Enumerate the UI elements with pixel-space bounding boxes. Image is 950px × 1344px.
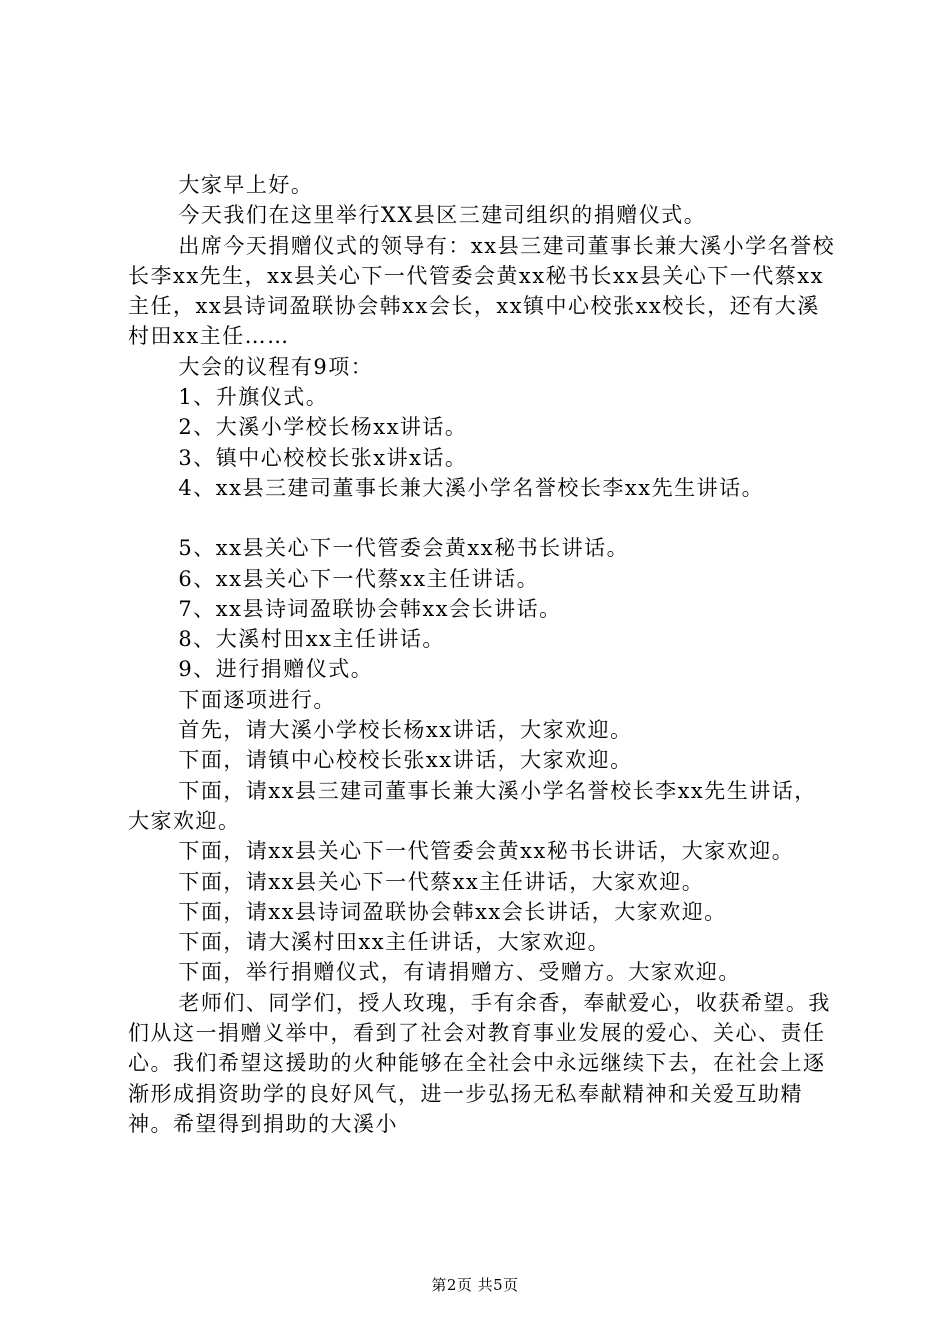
speech-invite: 下面，请xx县三建司董事长兼大溪小学名誉校长李xx先生讲话，大家欢迎。 — [128, 778, 817, 833]
speech-invite: 下面，请xx县关心下一代管委会黄xx秘书长讲话，大家欢迎。 — [178, 839, 795, 864]
attendees-paragraph: 出席今天捐赠仪式的领导有：xx县三建司董事长兼大溪小学名誉校长李xx先生，xx县关心下一代管委会黄xx秘书长xx县关心下一代蔡xx主任，xx县诗词盈联协会韩xx会长，xx镇中心校张xx校长，还有大溪村田xx主任…… — [128, 233, 836, 349]
closing-paragraph: 老师们、同学们，授人玫瑰，手有余香，奉献爱心，收获希望。我们从这一捐赠义举中，看到了社会对教育事业发展的爱心、关心、责任心。我们希望这援助的火种能够在全社会中永远继续下去，在社会上逐渐形成捐资助学的良好风气，进一步弘扬无私奉献精神和关爱互助精神。希望得到捐助的大溪小 — [128, 990, 831, 1136]
blank-line — [128, 503, 838, 533]
document-body — [128, 170, 838, 1139]
speech-invite: 下面，请大溪村田xx主任讲话，大家欢迎。 — [178, 930, 611, 955]
agenda-item: 5、xx县关心下一代管委会黄xx秘书长讲话。 — [178, 536, 630, 561]
speech-invite: 下面，请xx县诗词盈联协会韩xx会长讲话，大家欢迎。 — [178, 899, 727, 924]
speech-invite: 下面，请镇中心校校长张xx讲话，大家欢迎。 — [178, 748, 633, 773]
agenda-item: 6、xx县关心下一代蔡xx主任讲话。 — [178, 566, 540, 591]
agenda-item: 7、xx县诗词盈联协会韩xx会长讲话。 — [178, 596, 562, 621]
greeting: 大家早上好。 — [178, 173, 314, 197]
agenda-item: 4、xx县三建司董事长兼大溪小学名誉校长李xx先生讲话。 — [178, 475, 765, 500]
intro-paragraph: 今天我们在这里举行XX县区三建司组织的捐赠仪式。 — [178, 203, 707, 228]
speech-invite: 首先，请大溪小学校长杨xx讲话，大家欢迎。 — [178, 718, 633, 743]
page-footer: 第2页 共5页 — [431, 1276, 519, 1294]
agenda-item: 9、进行捐赠仪式。 — [178, 657, 374, 682]
agenda-heading: 大会的议程有9项： — [178, 354, 374, 379]
agenda-item: 3、镇中心校校长张x讲x话。 — [178, 445, 468, 470]
agenda-item: 2、大溪小学校长杨xx讲话。 — [178, 415, 468, 440]
speech-invite: 下面，请xx县关心下一代蔡xx主任讲话，大家欢迎。 — [178, 869, 705, 894]
donation-invite: 下面，举行捐赠仪式，有请捐赠方、受赠方。大家欢迎。 — [178, 960, 741, 985]
agenda-item: 8、大溪村田xx主任讲话。 — [178, 627, 445, 652]
proceed-paragraph: 下面逐项进行。 — [178, 687, 336, 712]
agenda-item: 1、升旗仪式。 — [178, 385, 329, 410]
